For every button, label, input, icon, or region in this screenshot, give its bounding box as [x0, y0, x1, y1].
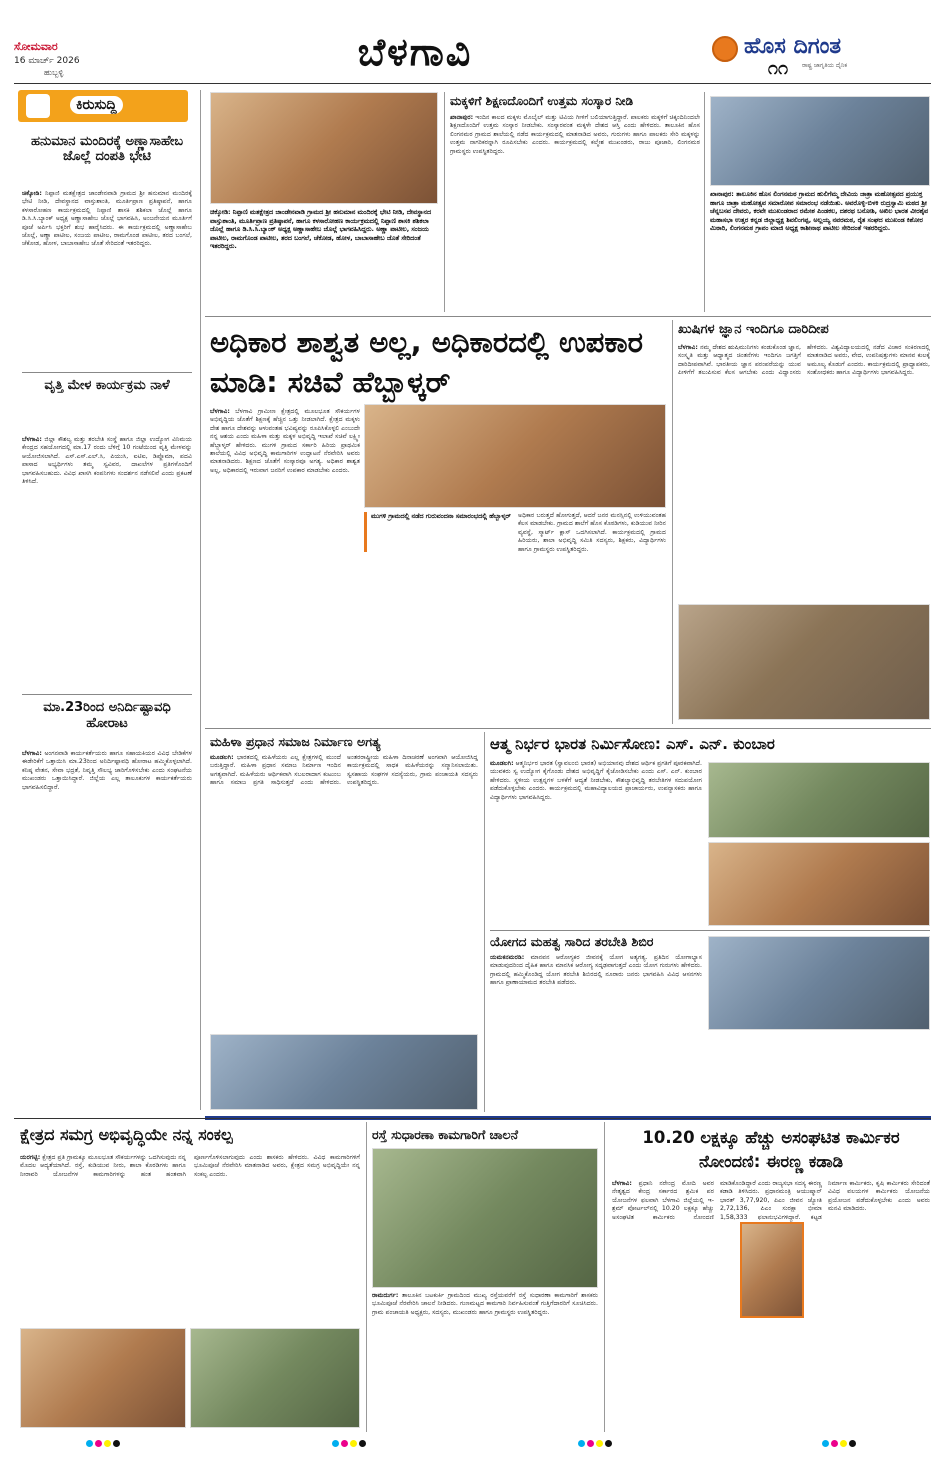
labour-text: ಪ್ರಧಾನಿ ನರೇಂದ್ರ ಮೋದಿ ಅವರ ನೇತೃತ್ವದ ಕೇಂದ್ರ ಸರ್ಕಾರದ ಶ್ರಮಿಕ ಪರ ಯೋಜನೆಗಳ ಫಲವಾಗಿ ಬೆಳಗಾವಿ ಜಿಲ್ಲೆಯಲ್ಲಿ ಇ-ಶ್ರಮ್ ಪೋರ್ಟಲ್‌ನಲ್ಲಿ 10.20 ಲಕ್ಷಕ್ಕೂ ಹೆಚ್ಚು ಅಸಂಘಟಿತ ಕಾರ್ಮಿಕರು ನೋಂದಣಿ ಮಾಡಿಕೊಂಡಿದ್ದಾರೆ ಎಂದು ರಾಜ್ಯಸಭಾ ಸದಸ್ಯ ಈರಣ್ಣ ಕಡಾಡಿ ತಿಳಿಸಿದರು. ಪ್ರಧಾನಮಂತ್ರಿ ಆಯುಷ್ಮಾನ್ ಭಾರತ್ 3,77,920, ಪಿಎಂ ಜೀವನ ಜ್ಯೋತಿ 2,72,136, ಪಿಎಂ ಸುರಕ್ಷಾ ಭೀಮಾ 1,58,333 ಫಲಾನುಭವಿಗಳಿದ್ದಾರೆ. ಕಟ್ಟಡ ನಿರ್ಮಾಣ ಕಾರ್ಮಿಕರು, ಕೃಷಿ ಕಾರ್ಮಿಕರು ಸೇರಿದಂತೆ ವಿವಿಧ ವಲಯಗಳ ಕಾರ್ಮಿಕರು ಯೋಜನೆಯ ಪ್ರಯೋಜನ ಪಡೆದುಕೊಳ್ಳಬೇಕು ಎಂದು ಅವರು ಮನವಿ ಮಾಡಿದರು.: [612, 1180, 930, 1221]
vritti-text: ಜಿಲ್ಲಾ ಕೌಶಲ್ಯ ಮತ್ತು ತರಬೇತಿ ಸಂಸ್ಥೆ ಹಾಗೂ ಜಿಲ್ಲಾ ಉದ್ಯೋಗ ವಿನಿಮಯ ಕೇಂದ್ರದ ಸಹಯೋಗದಲ್ಲಿ ಮಾ.17 ರಂದು ಬೆಳಿಗ್ಗೆ 10 ಗಂಟೆಯಿಂದ ವೃತ್ತಿ ಮೇಳವನ್ನು ಆಯೋಜಿಸಲಾಗಿದೆ. ಎಸ್.ಎಸ್.ಎಲ್.ಸಿ, ಪಿಯುಸಿ, ಐಟಿಐ, ಡಿಪ್ಲೊಮಾ, ಪದವಿ ಪಾಸಾದ ಅಭ್ಯರ್ಥಿಗಳು ತಮ್ಮ ಸ್ವವಿವರ, ದಾಖಲೆಗಳ ಪ್ರತಿಗಳೊಂದಿಗೆ ಭಾಗವಹಿಸಬಹುದು. ವಿವಿಧ ಖಾಸಗಿ ಕಂಪನಿಗಳು ಸಂದರ್ಶನ ನಡೆಸಲಿವೆ ಎಂದು ಪ್ರಕಟಣೆ ತಿಳಿಸಿದೆ.: [22, 436, 192, 486]
row-rule: [490, 930, 930, 931]
atmanirbhar-body: [490, 760, 702, 926]
column-rule: [484, 732, 485, 1112]
column-rule: [200, 90, 201, 1110]
women-body: [210, 754, 478, 1034]
section-title: ಬೆಳಗಾವಿ: [357, 30, 473, 74]
column-rule: [444, 92, 445, 312]
hand-icon: [26, 94, 50, 118]
masthead-rule: [14, 83, 931, 84]
photo-caption-top-text: ನಿಪ್ಪಾಣಿ ಮತಕ್ಷೇತ್ರದ ಜಾಂಡೇನವಾಡಿ ಗ್ರಾಮದ ಶ್ರೀ ಹನುಮಾನ ಮಂದಿರಕ್ಕೆ ಭೇಟಿ ನೀಡಿ, ದೇವಸ್ಥಾನದ ವಾಸ್ತುಶಾಂತಿ, ಮೂರ್ತಿಪ್ರಾಣ ಪ್ರತಿಷ್ಠಾಪನೆ, ಹಾಗೂ ಕಳಸಾರೋಹಣ ಕಾರ್ಯಕ್ರಮದಲ್ಲಿ ನಿಪ್ಪಾಣಿ ಶಾಸಕಿ ಶಶಿಕಲಾ ಜೊಲ್ಲೆ ಹಾಗೂ ಡಿ.ಸಿ.ಸಿ.ಬ್ಯಾಂಕ್ ಅಧ್ಯಕ್ಷ ಅಣ್ಣಾಸಾಹೇಬ ಜೊಲ್ಲೆ ಭಾಗವಹಿಸಿದ್ದರು. ಅಣ್ಣಾ ಪಾಟೀಲ, ಸಂಜಯ ಪಾಟೀಲ, ರಾಮಗೊಂಡ ಪಾಟೀಲ, ತರದ ಬಂಗಲೆ, ಚೆಕೋಡ, ಹೋಳ, ಬಾಬಾಸಾಹೇಬ ಜೊತೆ ಸೇರಿದಂತೆ ಇತರರಿದ್ದರು.: [210, 208, 432, 251]
main-text-right: ಅಧಿಕಾರ ಬರುತ್ತದೆ ಹೋಗುತ್ತದೆ, ಆದರೆ ಜನರ ಮನಸ್ಸಿನಲ್ಲಿ ಉಳಿಯುವಂತಹ ಕೆಲಸ ಮಾಡಬೇಕು. ಗ್ರಾಮದ ಶಾಲೆಗೆ ಹೊಸ ಕೊಠಡಿಗಳು, ಕುಡಿಯುವ ನೀರಿನ ವ್ಯವಸ್ಥೆ, ಸ್ಮಾರ್ಟ್ ಕ್ಲಾಸ್ ಒದಗಿಸಲಾಗಿದೆ. ಕಾರ್ಯಕ್ರಮದಲ್ಲಿ ಗ್ರಾಮದ ಹಿರಿಯರು, ಶಾಲಾ ಅಭಿವೃದ್ಧಿ ಸಮಿತಿ ಸದಸ್ಯರು, ಶಿಕ್ಷಕರು, ವಿದ್ಯಾರ್ಥಿಗಳು ಹಾಗೂ ಗ್ರಾಮಸ್ಥರು ಉಪಸ್ಥಿತರಿದ್ದರು.: [518, 512, 666, 553]
atmanirbhar-headline: ಆತ್ಮ ನಿರ್ಭರ ಭಾರತ ನಿರ್ಮಿಸೋಣ: ಎಸ್. ಎನ್. ಕುಂಬಾರ: [490, 735, 775, 753]
photo-seminar: [678, 604, 930, 720]
vritti-body: [22, 436, 192, 684]
photo-kshetra-2: [190, 1328, 360, 1428]
edition-city: ಹುಬ್ಬಳ್ಳಿ: [44, 68, 64, 77]
main-photo-caption: [364, 512, 514, 552]
labour-dateline: ಬೆಳಗಾವಿ:: [612, 1180, 632, 1187]
kiru-suddi-banner: [18, 90, 188, 122]
yoga-headline: ಯೋಗದ ಮಹತ್ವ ಸಾರಿದ ತರಬೇತಿ ಶಿಬಿರ: [490, 934, 654, 949]
hanuman-dateline: ಚಿಕ್ಕೋಡಿ:: [22, 190, 42, 197]
knowledge-body: [678, 344, 930, 602]
column-rule: [672, 320, 673, 724]
kshetra-body: [20, 1154, 360, 1326]
hanuman-body: [22, 190, 192, 318]
issue-day: ಸೋಮವಾರ: [14, 40, 58, 53]
education-dateline: ಖಾನಾಪುರ:: [450, 114, 474, 121]
row-rule: [205, 728, 931, 729]
knowledge-headline: ಖುಷಿಗಳ ಜ್ಞಾನ ಇಂದಿಗೂ ದಾರಿದೀಪ: [678, 322, 829, 337]
paper-tagline: ರಾಷ್ಟ್ರ ಜಾಗೃತಿಯ ದೈನಿಕ: [802, 62, 848, 69]
protest-text: ಅಂಗನವಾಡಿ ಕಾರ್ಯಕರ್ತೆಯರು ಹಾಗೂ ಸಹಾಯಕಿಯರ ವಿವಿಧ ಬೇಡಿಕೆಗಳ ಈಡೇರಿಕೆಗೆ ಒತ್ತಾಯಿಸಿ ಮಾ.23ರಿಂದ ಅನಿರ್ದಿಷ್ಟಾವಧಿ ಹೋರಾಟ ಹಮ್ಮಿಕೊಳ್ಳಲಾಗಿದೆ. ಕನಿಷ್ಠ ವೇತನ, ಸೇವಾ ಭದ್ರತೆ, ನಿವೃತ್ತಿ ಸೌಲಭ್ಯ ಜಾರಿಗೊಳಿಸಬೇಕು ಎಂದು ಸಂಘಟನೆಯ ಮುಖಂಡರು ಒತ್ತಾಯಿಸಿದ್ದಾರೆ. ಜಿಲ್ಲೆಯ ಎಲ್ಲ ತಾಲೂಕುಗಳ ಕಾರ್ಯಕರ್ತೆಯರು ಭಾಗವಹಿಸಲಿದ್ದಾರೆ.: [22, 750, 192, 791]
vritti-dateline: ಬೆಳಗಾವಿ:: [22, 436, 42, 443]
masthead: [0, 0, 945, 82]
photo-hanuman-visit: [210, 92, 438, 204]
row-rule: [205, 316, 931, 317]
registration-marks-right: [578, 1440, 612, 1447]
photo-caption-right-text: ತಾಲೂಕಿನ ಹೊಸ ಲಿಂಗನಮಠ ಗ್ರಾಮದ ಹುಲಿಗೆಮ್ಮ ದೇವಿಯ ಜಾತ್ರಾ ಮಹೋತ್ಸವದ ಪ್ರಯುಕ್ತ ಹಾಗೂ ಜಾತ್ರಾ ಮಹೋತ್ಸವ ಸಮಾರೋಪ ಸಮಾರಂಭ ನಡೆಯಿತು. ಅವರೊಳ್ಳಿ-ಬಿಳಕಿ ರುದ್ರಸ್ವಾಮಿ ಮಠದ ಶ್ರೀ ಚೆನ್ನಬಸವ ದೇವರು, ಕರವೇ ಮುಖಂಡರಾದ ರಮೇಶ ಪಿಂಡಕಲ, ದಶರಥ ಬನೋಶಿ, ಅಖಿಲ ಭಾರತ ವೀರಶೈವ ಮಹಾಸಭಾ ಉತ್ತರ ಕನ್ನಡ ಜಿಲ್ಲಾಧ್ಯಕ್ಷ ಶಿವಲಿಂಗಪ್ಪ, ಅಲ್ಲಯ್ಯ ನವರಮಠ, ರೈತ ಸಂಘದ ಮುಖಂಡ ಕಿಶೋರ ಮಿಠಾರಿ, ಲಿಂಗನಮಠ ಗ್ರಾಪಂ ಮಾಜಿ ಅಧ್ಯಕ್ಷ ಕಾಶೀನಾಥ ಪಾಟೀಲ ಸೇರಿದಂತೆ ಇತರರಿದ್ದರು.: [710, 190, 929, 233]
atmanirbhar-text: ಆತ್ಮನಿರ್ಭರ ಭಾರತ (ಸ್ವಾವಲಂಬಿ ಭಾರತ) ಅಭಿಯಾನವು ದೇಶದ ಆರ್ಥಿಕ ಪ್ರಗತಿಗೆ ಪೂರಕವಾಗಿದೆ. ಯುವಕರು ಸ್ವ ಉದ್ಯೋಗ ಕೈಗೊಂಡು ದೇಶದ ಅಭಿವೃದ್ಧಿಗೆ ಕೈಜೋಡಿಸಬೇಕು ಎಂದು ಎಸ್. ಎನ್. ಕುಂಬಾರ ಹೇಳಿದರು. ಸ್ಥಳೀಯ ಉತ್ಪನ್ನಗಳ ಬಳಕೆಗೆ ಆದ್ಯತೆ ನೀಡಬೇಕು, ಕೌಶಲ್ಯಾಭಿವೃದ್ಧಿ ತರಬೇತಿಗಳ ಸದುಪಯೋಗ ಪಡೆದುಕೊಳ್ಳಬೇಕು ಎಂದರು. ಕಾರ್ಯಕ್ರಮದಲ್ಲಿ ಮಹಾವಿದ್ಯಾಲಯದ ಪ್ರಾಚಾರ್ಯರು, ಉಪನ್ಯಾಸಕರು ಹಾಗೂ ವಿದ್ಯಾರ್ಥಿಗಳು ಭಾಗವಹಿಸಿದ್ದರು.: [490, 760, 702, 801]
kshetra-text: ಕ್ಷೇತ್ರದ ಪ್ರತಿ ಗ್ರಾಮಕ್ಕೂ ಮೂಲಭೂತ ಸೌಕರ್ಯಗಳನ್ನು ಒದಗಿಸುವುದು ನನ್ನ ಮೊದಲ ಆದ್ಯತೆಯಾಗಿದೆ. ರಸ್ತೆ, ಕುಡಿಯುವ ನೀರು, ಶಾಲಾ ಕೊಠಡಿಗಳು ಹಾಗೂ ನೀರಾವರಿ ಯೋಜನೆಗಳ ಕಾಮಗಾರಿಗಳನ್ನು ಹಂತ ಹಂತವಾಗಿ ಪೂರ್ಣಗೊಳಿಸಲಾಗುವುದು ಎಂದು ಶಾಸಕರು ಹೇಳಿದರು. ವಿವಿಧ ಕಾಮಗಾರಿಗಳಿಗೆ ಭೂಮಿಪೂಜೆ ನೆರವೇರಿಸಿ ಮಾತನಾಡಿದ ಅವರು, ಕ್ಷೇತ್ರದ ಸಮಗ್ರ ಅಭಿವೃದ್ಧಿಯೇ ನನ್ನ ಸಂಕಲ್ಪ ಎಂದರು.: [20, 1154, 360, 1178]
knowledge-text: ನಮ್ಮ ದೇಶದ ಋಷಿಮುನಿಗಳು ಕಂಡುಕೊಂಡ ಜ್ಞಾನ, ಸಂಸ್ಕೃತಿ ಮತ್ತು ಆಧ್ಯಾತ್ಮದ ಚಿಂತನೆಗಳು ಇಂದಿಗೂ ಜಗತ್ತಿಗೆ ದಾರಿದೀಪವಾಗಿವೆ. ಭಾರತೀಯ ಜ್ಞಾನ ಪರಂಪರೆಯನ್ನು ಯುವ ಪೀಳಿಗೆಗೆ ತಲುಪಿಸುವ ಕೆಲಸ ಆಗಬೇಕು ಎಂದು ವಿದ್ವಾಂಸರು ಹೇಳಿದರು. ವಿಶ್ವವಿದ್ಯಾಲಯದಲ್ಲಿ ನಡೆದ ವಿಚಾರ ಸಂಕಿರಣದಲ್ಲಿ ಮಾತನಾಡಿದ ಅವರು, ವೇದ, ಉಪನಿಷತ್ತುಗಳು ಮಾನವ ಕುಲಕ್ಕೆ ಅಮೂಲ್ಯ ಕೊಡುಗೆ ಎಂದರು. ಕಾರ್ಯಕ್ರಮದಲ್ಲಿ ಪ್ರಾಧ್ಯಾಪಕರು, ಸಂಶೋಧಕರು ಹಾಗೂ ವಿದ್ಯಾರ್ಥಿಗಳು ಭಾಗವಹಿಸಿದ್ದರು.: [678, 344, 930, 377]
road-headline: ರಸ್ತೆ ಸುಧಾರಣಾ ಕಾಮಗಾರಿಗೆ ಚಾಲನೆ: [372, 1127, 519, 1142]
protest-headline: ಮಾ.23ರಿಂದ ಅನಿರ್ದಿಷ್ಟಾವಧಿ ಹೋರಾಟ: [43, 700, 171, 731]
column-rule: [604, 1122, 605, 1432]
column-rule: [366, 1122, 367, 1432]
divider: [22, 694, 192, 695]
yoga-body-cont: [708, 1034, 930, 1110]
education-text: ಇಂದಿನ ಕಾಲದ ಮಕ್ಕಳು ಮೊಬೈಲ್ ಮತ್ತು ಟಿವಿಯ ಗೀಳಿಗೆ ಬಲಿಯಾಗುತ್ತಿದ್ದಾರೆ. ಪಾಲಕರು ಮಕ್ಕಳಿಗೆ ಚಿಕ್ಕಂದಿನಿಂದಲೇ ಶಿಕ್ಷಣದೊಂದಿಗೆ ಉತ್ತಮ ಸಂಸ್ಕಾರ ನೀಡಬೇಕು. ಸಂಸ್ಕಾರವಂತ ಮಕ್ಕಳೇ ದೇಶದ ಆಸ್ತಿ ಎಂದು ಹೇಳಿದರು. ತಾಲೂಕಿನ ಹೊಸ ಲಿಂಗನಮಠ ಗ್ರಾಮದ ಶಾಲೆಯಲ್ಲಿ ನಡೆದ ಕಾರ್ಯಕ್ರಮದಲ್ಲಿ ಮಾತನಾಡಿದ ಅವರು, ಗುರುಗಳು ಹಾಗೂ ಪಾಲಕರು ಸೇರಿ ಮಕ್ಕಳನ್ನು ಉತ್ತಮ ನಾಗರಿಕರನ್ನಾಗಿ ರೂಪಿಸಬೇಕು ಎಂದರು. ಕಾರ್ಯಕ್ರಮದಲ್ಲಿ ಕಲ್ಮೇಶ ಮುಖಂಡರು, ರಾಜು ಪೂಜಾರಿ, ಲಿಂಗನಮಠ ಗ್ರಾಮಸ್ಥರು ಉಪಸ್ಥಿತರಿದ್ದರು.: [450, 114, 700, 155]
protest-body: [22, 750, 192, 1112]
atmanirbhar-dateline: ಮೂಡಲಗಿ:: [490, 760, 514, 767]
issue-date-block: [14, 40, 124, 78]
logo-emblem: [712, 36, 738, 62]
issue-date: 16 ಮಾರ್ಚ್ 2026: [14, 56, 80, 66]
photo-caption-right: [710, 190, 930, 314]
photo-yoga-camp: [708, 936, 930, 1030]
column-rule: [704, 92, 705, 312]
labour-body: [612, 1180, 930, 1430]
hanuman-headline: ಹನುಮಾನ ಮಂದಿರಕ್ಕೆ ಅಣ್ಣಾಸಾಹೇಬ ಜೊಲ್ಲೆ ದಂಪತಿ ಭೇಟಿ: [30, 134, 184, 164]
vritti-headline: ವೃತ್ತಿ ಮೇಳ ಕಾರ್ಯಕ್ರಮ ನಾಳೆ: [44, 378, 170, 393]
main-dateline: ಬೆಳಗಾವಿ:: [210, 408, 230, 415]
road-dateline: ರಾಮದುರ್ಗ:: [372, 1292, 399, 1299]
main-headline: ಅಧಿಕಾರ ಶಾಶ್ವತ ಅಲ್ಲ, ಅಧಿಕಾರದಲ್ಲಿ ಉಪಕಾರ ಮಾಡಿ: ಸಚಿವೆ ಹೆಬ್ಬಾಳ್ಕರ್: [210, 325, 644, 399]
education-body: [450, 114, 700, 314]
yoga-body: [490, 954, 702, 1110]
kiru-suddi-label: ಕಿರುಸುದ್ದಿ: [70, 96, 123, 114]
photo-caption-right-dateline: ಖಾನಾಪುರ:: [710, 190, 734, 198]
paper-logo: [712, 34, 917, 74]
kshetra-headline: ಕ್ಷೇತ್ರದ ಸಮಗ್ರ ಅಭಿವೃದ್ಧಿಯೇ ನನ್ನ ಸಂಕಲ್ಪ: [20, 1125, 233, 1144]
photo-women-event: [210, 1034, 478, 1110]
women-text: ಭಾರತದಲ್ಲಿ ಮಹಿಳೆಯರು ಎಲ್ಲ ಕ್ಷೇತ್ರಗಳಲ್ಲಿ ಮುಂದೆ ಬರುತ್ತಿದ್ದಾರೆ. ಮಹಿಳಾ ಪ್ರಧಾನ ಸಮಾಜ ನಿರ್ಮಾಣ ಇಂದಿನ ಅಗತ್ಯವಾಗಿದೆ. ಮಹಿಳೆಯರು ಆರ್ಥಿಕವಾಗಿ ಸಬಲರಾದಾಗ ಕುಟುಂಬ ಹಾಗೂ ಸಮಾಜ ಪ್ರಗತಿ ಸಾಧಿಸುತ್ತದೆ ಎಂದು ಹೇಳಿದರು. ಅಂತರರಾಷ್ಟ್ರೀಯ ಮಹಿಳಾ ದಿನಾಚರಣೆ ಅಂಗವಾಗಿ ಆಯೋಜಿಸಿದ್ದ ಕಾರ್ಯಕ್ರಮದಲ್ಲಿ ಸಾಧಕ ಮಹಿಳೆಯರನ್ನು ಸನ್ಮಾನಿಸಲಾಯಿತು. ಸ್ವಸಹಾಯ ಸಂಘಗಳ ಸದಸ್ಯೆಯರು, ಗ್ರಾಮ ಪಂಚಾಯತಿ ಸದಸ್ಯರು ಉಪಸ್ಥಿತರಿದ್ದರು.: [210, 754, 478, 787]
divider: [22, 372, 192, 373]
women-dateline: ಮೂಡಲಗಿ:: [210, 754, 234, 761]
education-headline: ಮಕ್ಕಳಿಗೆ ಶಿಕ್ಷಣದೊಂದಿಗೆ ಉತ್ತಮ ಸಂಸ್ಕಾರ ನೀಡಿ: [450, 94, 634, 108]
knowledge-dateline: ಬೆಳಗಾವಿ:: [678, 344, 698, 351]
photo-atmanirbhar-2: [708, 842, 930, 926]
main-body-right: [518, 512, 666, 724]
hanuman-text: ನಿಪ್ಪಾಣಿ ಮತಕ್ಷೇತ್ರದ ಜಾಂಡೇನವಾಡಿ ಗ್ರಾಮದ ಶ್ರೀ ಹನುಮಾನ ಮಂದಿರಕ್ಕೆ ಭೇಟಿ ನೀಡಿ, ದೇವಸ್ಥಾನದ ವಾಸ್ತುಶಾಂತಿ, ಮೂರ್ತಿಪ್ರಾಣ ಪ್ರತಿಷ್ಠಾಪನೆ, ಹಾಗೂ ಕಳಸಾರೋಹಣ ಕಾರ್ಯಕ್ರಮದಲ್ಲಿ ನಿಪ್ಪಾಣಿ ಶಾಸಕಿ ಶಶಿಕಲಾ ಜೊಲ್ಲೆ ಹಾಗೂ ಡಿ.ಸಿ.ಸಿ.ಬ್ಯಾಂಕ್ ಅಧ್ಯಕ್ಷ ಅಣ್ಣಾಸಾಹೇಬ ಜೊಲ್ಲೆ ಭಾಗವಹಿಸಿ, ಅಂಜನೇಯನ ಮೂರ್ತಿಗೆ ಪೂಜೆ ಅರ್ಪಿಸಿ ಭಕ್ತರಿಗೆ ಶುಭ ಹಾರೈಸಿದರು. ಈ ಕಾರ್ಯಕ್ರಮದಲ್ಲಿ ಅಣ್ಣಾಸಾಹೇಬ ಜೊಲ್ಲೆ, ಅಣ್ಣಾ ಪಾಟೀಲ, ಸಂಜಯ ಪಾಟೀಲ, ರಾಮಗೊಂಡ ಪಾಟೀಲ, ತರದ ಬಂಗಲೆ, ಚೆಕೋಡ, ಹೋಳ, ಬಾಬಾಸಾಹೇಬ ಜೊತೆ ಸೇರಿದಂತೆ ಇತರರಿದ್ದರು.: [22, 190, 192, 248]
protest-dateline: ಬೆಳಗಾವಿ:: [22, 750, 42, 757]
road-body: [372, 1292, 598, 1430]
yoga-dateline: ಯಮಕನಮರಡಿ:: [490, 954, 525, 961]
road-text: ತಾಲೂಕಿನ ಬಟಕುರ್ಕಿ ಗ್ರಾಮದಿಂದ ಮುಖ್ಯ ರಸ್ತೆಯವರೆಗೆ ರಸ್ತೆ ಸುಧಾರಣಾ ಕಾಮಗಾರಿಗೆ ಶಾಸಕರು ಭೂಮಿಪೂಜೆ ನೆರವೇರಿಸಿ ಚಾಲನೆ ನೀಡಿದರು. ಗುಣಮಟ್ಟದ ಕಾಮಗಾರಿ ನಿರ್ವಹಿಸುವಂತೆ ಗುತ್ತಿಗೆದಾರರಿಗೆ ಸೂಚಿಸಿದರು. ಗ್ರಾಮ ಪಂಚಾಯತಿ ಅಧ್ಯಕ್ಷರು, ಸದಸ್ಯರು, ಮುಖಂಡರು ಹಾಗೂ ಗ್ರಾಮಸ್ಥರು ಉಪಸ್ಥಿತರಿದ್ದರು.: [372, 1292, 598, 1316]
main-photo-caption-text: ಮುಗಳಿ ಗ್ರಾಮದಲ್ಲಿ ನಡೆದ ಗುರುವಂದನಾ ಸಮಾರಂಭದಲ್ಲಿ ಹೆಬ್ಬಾಳ್ಕರ್: [371, 512, 511, 520]
labour-headline: 10.20 ಲಕ್ಷಕ್ಕೂ ಹೆಚ್ಚು ಅಸಂಘಟಿತ ಕಾರ್ಮಿಕರ ನೋಂದಣಿ: ಈರಣ್ಣ ಕಡಾಡಿ: [642, 1128, 900, 1171]
kshetra-dateline: ಯರಗಟ್ಟಿ:: [20, 1154, 41, 1161]
photo-kshetra-1: [20, 1328, 186, 1428]
main-body-left: [210, 408, 360, 724]
registration-marks-center: [332, 1440, 366, 1447]
paper-name: ಹೊಸ ದಿಗಂತ: [744, 34, 842, 59]
photo-main-event: [364, 404, 666, 508]
main-text-left: ಬೆಳಗಾವಿ ಗ್ರಾಮೀಣ ಕ್ಷೇತ್ರದಲ್ಲಿ ಮೂಲಭೂತ ಸೌಕರ್ಯಗಳ ಅಭಿವೃದ್ಧಿಯ ಜೊತೆಗೆ ಶಿಕ್ಷಣಕ್ಕೆ ಹೆಚ್ಚಿನ ಒತ್ತು ನೀಡಲಾಗಿದೆ. ಕ್ಷೇತ್ರದ ಮಕ್ಕಳು ದೇಶ ಹಾಗೂ ದೇಶವನ್ನು ಆಳುವಂತಹ ಭವಿಷ್ಯವನ್ನು ರೂಪಿಸಿಕೊಳ್ಳಲಿ ಎಂಬುದೇ ನನ್ನ ಆಶಯ ಎಂದು ಮಹಿಳಾ ಮತ್ತು ಮಕ್ಕಳ ಅಭಿವೃದ್ಧಿ ಇಲಾಖೆ ಸಚಿವೆ ಲಕ್ಷ್ಮೀ ಹೆಬ್ಬಾಳ್ಕರ್ ಹೇಳಿದರು. ಮುಗಳಿ ಗ್ರಾಮದ ಸರ್ಕಾರಿ ಹಿರಿಯ ಪ್ರಾಥಮಿಕ ಶಾಲೆಯಲ್ಲಿ ವಿವಿಧ ಅಭಿವೃದ್ಧಿ ಕಾಮಗಾರಿಗಳ ಉದ್ಘಾಟನೆ ನೆರವೇರಿಸಿ ಅವರು ಮಾತನಾಡಿದರು. ಶಿಕ್ಷಣದ ಜೊತೆಗೆ ಸಂಸ್ಕಾರವೂ ಅಗತ್ಯ. ಅಧಿಕಾರ ಶಾಶ್ವತ ಅಲ್ಲ, ಅಧಿಕಾರದಲ್ಲಿ ಇರುವಾಗ ಜನರಿಗೆ ಉಪಕಾರ ಮಾಡಬೇಕು ಎಂದರು.: [210, 408, 360, 474]
registration-marks-far-right: [822, 1440, 856, 1447]
row-rule: [14, 1118, 931, 1119]
photo-caption-top-dateline: ಚಿಕ್ಕೋಡಿ:: [210, 208, 231, 216]
photo-caption-top: [210, 208, 438, 308]
photo-atmanirbhar-1: [708, 762, 930, 838]
yoga-text: ಮಾನವನ ಆರೋಗ್ಯಕರ ಜೀವನಕ್ಕೆ ಯೋಗ ಅತ್ಯಗತ್ಯ. ಪ್ರತಿದಿನ ಯೋಗಾಭ್ಯಾಸ ಮಾಡುವುದರಿಂದ ದೈಹಿಕ ಹಾಗೂ ಮಾನಸಿಕ ಆರೋಗ್ಯ ಸದೃಢವಾಗುತ್ತದೆ ಎಂದು ಯೋಗ ಗುರುಗಳು ಹೇಳಿದರು. ಗ್ರಾಮದಲ್ಲಿ ಹಮ್ಮಿಕೊಂಡಿದ್ದ ಯೋಗ ತರಬೇತಿ ಶಿಬಿರದಲ್ಲಿ ನೂರಾರು ಜನರು ಭಾಗವಹಿಸಿ ವಿವಿಧ ಆಸನಗಳು ಹಾಗೂ ಪ್ರಾಣಾಯಾಮದ ತರಬೇತಿ ಪಡೆದರು.: [490, 954, 702, 987]
women-headline: ಮಹಿಳಾ ಪ್ರಧಾನ ಸಮಾಜ ನಿರ್ಮಾಣ ಅಗತ್ಯ: [210, 734, 381, 749]
registration-marks-left: [86, 1440, 120, 1447]
photo-road-work: [372, 1148, 598, 1288]
page-number: ೧೧: [767, 58, 789, 79]
photo-lingnamath-event: [710, 96, 930, 186]
